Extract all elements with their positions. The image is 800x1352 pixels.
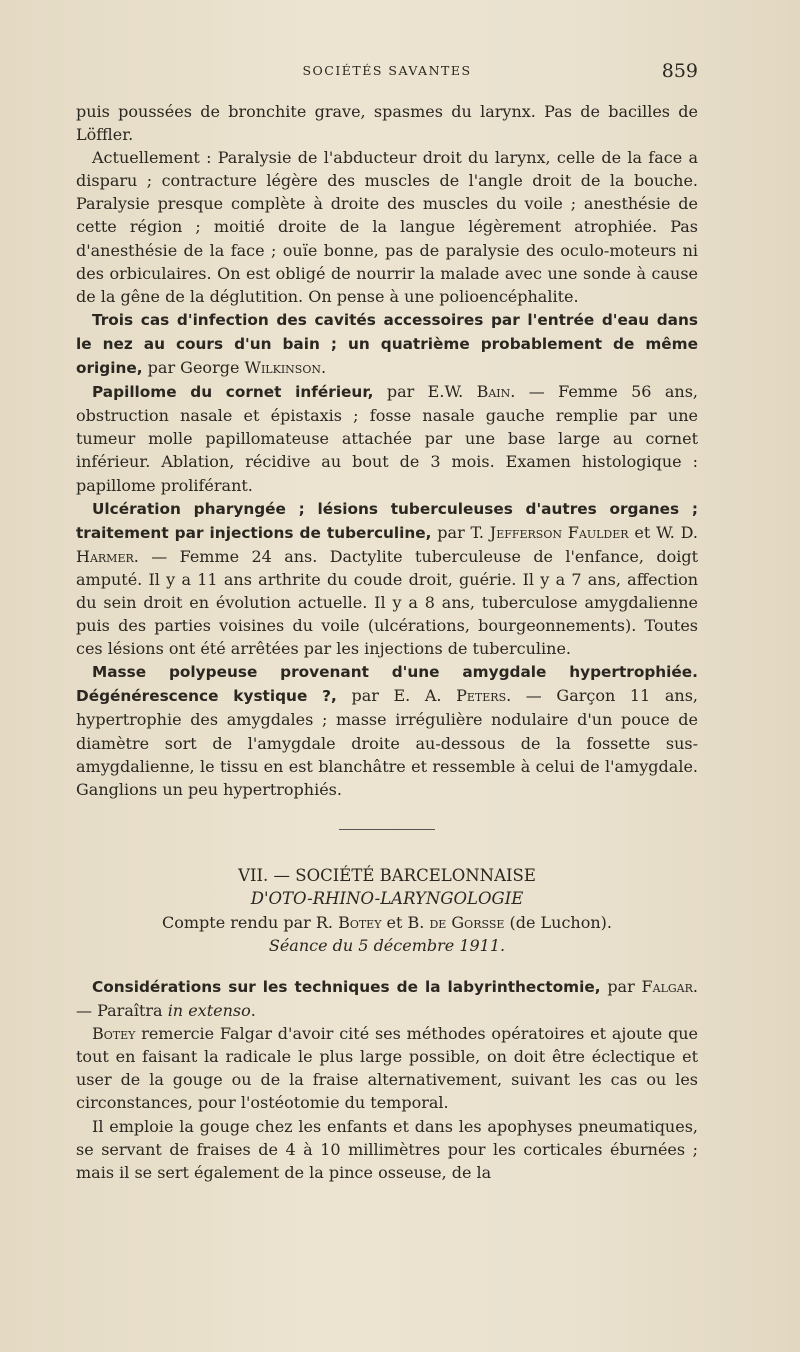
reporter-name: Botey [338, 912, 382, 932]
entry-papillome: Papillome du cornet inférieur, par E.W. Bain. — Femme 56 ans, obstruction nasale et épistaxis ; fosse nasale gauche remplie par une tumeur molle papillomateuse attachée par une base large au cornet inférieur. Ablation, récidive au bout de 3 mois. Examen histologique : papillome proliférant. [76, 382, 699, 495]
section-title-line2: D'OTO-RHINO-LARYNGOLOGIE [250, 889, 524, 909]
page-body [76, 100, 698, 1184]
author-name: Bain [476, 382, 511, 402]
section-divider [339, 829, 435, 830]
entry-title: Ulcération pharyngée ; lésions tuberculeuses d'autres organes ; traitement par injections de tuberculine, [76, 499, 698, 542]
entry-masse-polypeuse: Masse polypeuse provenant d'une amygdale hypertrophiée. Dégénérescence kystique ?, par E. A. Peters. — Garçon 11 ans, hypertrophie des amygdales ; masse irrégulière nodulaire d'un pouce de diamètre sort de l'amygdale droite au-dessous de la fossette sus-amygdalienne, le tissu en est blanchâtre et ressemble à celui de l'amygdale. Ganglions un peu hypertrophiés. [76, 663, 698, 799]
entry-title: Papillome du cornet inférieur, [92, 383, 374, 402]
page-number: 859 [661, 60, 698, 82]
entry-labyrinthectomie: Considérations sur les techniques de la labyrinthectomie, par Falgar. — Paraîtra in extenso. [76, 977, 698, 1021]
running-title: SOCIÉTÉS SAVANTES [302, 63, 472, 78]
entry-title: Trois cas d'infection des cavités accessoires par l'entrée d'eau dans le nez au cours d'un bain ; un quatrième probablement de même origine, [76, 310, 698, 378]
reporter-name: de Gorsse [429, 912, 505, 932]
section-title-line1: VII. — SOCIÉTÉ BARCELONNAISE [238, 865, 536, 885]
entry-three-cases: Trois cas d'infection des cavités accessoires par l'entrée d'eau dans le nez au cours d'un bain ; un quatrième probablement de même origine, par George Wilkinson. [76, 310, 698, 378]
session-date: Séance du 5 décembre 1911. [268, 935, 506, 955]
author-name: Falgar [641, 977, 693, 996]
report-credit: Compte rendu par R. Botey et B. de Gorsse (de Luchon). [162, 912, 612, 932]
author-name: Jefferson Faulder [489, 522, 629, 542]
entry-title: Masse polypeuse provenant d'une amygdale hypertrophiée. Dégénérescence kystique ?, [76, 663, 698, 706]
author-name: Wilkinson [244, 358, 321, 378]
author-name: Peters [456, 686, 507, 706]
author-name: Harmer [76, 546, 134, 566]
entry-title: Considérations sur les techniques de la labyrinthectomie, [92, 978, 601, 996]
paragraph: Actuellement : Paralysie de l'abducteur droit du larynx, celle de la face a disparu ; contracture légère des muscles de l'angle droit de la bouche. Paralysie presque complète à droite des muscles du voile ; anesthésie de cette région ; moitié droite de la langue légèrement atrophiée. Pas d'anesthésie de la face ; ouïe bonne, pas de paralysie des oculo-moteurs ni des orbiculaires. On est obligé de nourrir la malade avec une sonde à cause de la gêne de la déglutition. On pense à une polioencéphalite. [76, 148, 698, 306]
running-header [76, 60, 698, 86]
entry-ulceration: Ulcération pharyngée ; lésions tuberculeuses d'autres organes ; traitement par injections de tuberculine, par T. Jefferson Faulder et W. D. Harmer. — Femme 24 ans. Dactylite tuberculeuse de l'enfance, doigt amputé. Il y a 11 ans arthrite du coude droit, guérie. Il y a 7 ans, affection du sein droit en évolution actuelle. Il y a 8 ans, tuberculose amygdalienne puis des parties voisines du voile (ulcérations, bourgeonnements). Toutes ces lésions ont été arrêtées par les injections de tuberculine. [76, 499, 698, 659]
paragraph: Botey remercie Falgar d'avoir cité ses méthodes opératoires et ajoute que tout en faisant la radicale le plus large possible, on doit être éclectique et user de la gouge ou de la fraise alternativement, suivant les cas ou les circonstances, pour l'ostéotomie du temporal. [76, 1024, 698, 1113]
paragraph: Il emploie la gouge chez les enfants et dans les apophyses pneumatiques, se servant de fraises de 4 à 10 millimètres pour les corticales éburnées ; mais il se sert également de la pince osseuse, de la [76, 1116, 698, 1182]
paragraph: puis poussées de bronchite grave, spasmes du larynx. Pas de bacilles de Löffler. [76, 102, 698, 145]
author-name: Botey [92, 1024, 136, 1044]
